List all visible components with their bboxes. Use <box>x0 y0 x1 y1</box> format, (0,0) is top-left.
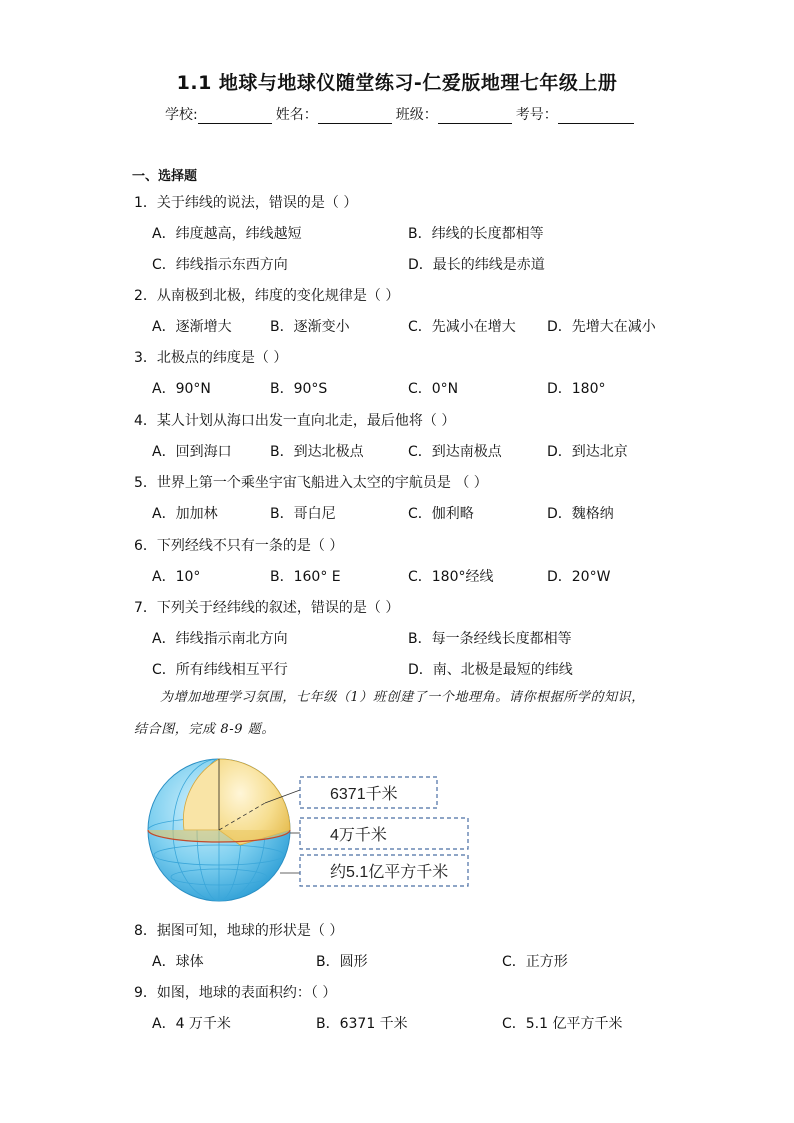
option-a[interactable]: A．逐渐增大 <box>152 319 232 335</box>
reading-passage <box>134 682 664 746</box>
option-a[interactable]: A．4 万千米 <box>152 1016 231 1032</box>
option-b[interactable]: B．逐渐变小 <box>270 319 350 335</box>
question-options <box>152 1013 712 1033</box>
option-c[interactable]: C．180°经线 <box>408 569 494 585</box>
option-a[interactable]: A．纬线指示南北方向 <box>152 631 288 647</box>
option-c[interactable]: C．所有纬线相互平行 <box>152 662 288 678</box>
question-options <box>152 254 712 274</box>
radius-label: 6371千米 <box>330 786 398 803</box>
option-b[interactable]: B．圆形 <box>316 954 368 970</box>
question-options <box>152 628 712 648</box>
circumference-label: 4万千米 <box>330 827 387 844</box>
option-d[interactable]: D．20°W <box>547 569 611 585</box>
question-stem: 5．世界上第一个乘坐宇宙飞船进入太空的宇航员是 （ ） <box>134 475 488 491</box>
option-b[interactable]: B．每一条经线长度都相等 <box>408 631 572 647</box>
option-a[interactable]: A．球体 <box>152 954 204 970</box>
student-info-line <box>165 104 634 124</box>
passage-line: 结合图，完成 8-9 题。 <box>134 722 275 737</box>
globe-diagram <box>140 755 480 905</box>
option-b[interactable]: B．160° E <box>270 569 341 585</box>
name-label: 姓名： <box>275 107 318 123</box>
option-d[interactable]: D．魏格纳 <box>547 506 614 522</box>
question-stem: 8．据图可知，地球的形状是（ ） <box>134 923 344 939</box>
number-label: 考号： <box>515 107 558 123</box>
option-c[interactable]: C．先减小在增大 <box>408 319 516 335</box>
option-d[interactable]: D．最长的纬线是赤道 <box>408 257 545 273</box>
school-label: 学校: <box>165 107 198 123</box>
class-label: 班级： <box>395 107 438 123</box>
question-stem: 3．北极点的纬度是（ ） <box>134 350 288 366</box>
option-c[interactable]: C．到达南极点 <box>408 444 502 460</box>
question-stem: 4．某人计划从海口出发一直向北走，最后他将（ ） <box>134 413 456 429</box>
option-a[interactable]: A．10° <box>152 569 201 585</box>
page-title: 1.1 地球与地球仪随堂练习-仁爱版地理七年级上册 <box>176 72 618 94</box>
question-options <box>152 659 712 679</box>
option-a[interactable]: A．纬度越高，纬线越短 <box>152 226 302 242</box>
question-options <box>152 316 712 336</box>
question-options <box>152 378 712 398</box>
option-a[interactable]: A．回到海口 <box>152 444 232 460</box>
option-d[interactable]: D．到达北京 <box>547 444 628 460</box>
question-options <box>152 951 712 971</box>
question-options <box>152 441 712 461</box>
option-d[interactable]: D．先增大在减小 <box>547 319 656 335</box>
question-stem: 6．下列经线不只有一条的是（ ） <box>134 538 344 554</box>
option-c[interactable]: C．5.1 亿平方千米 <box>502 1016 623 1032</box>
option-c[interactable]: C．伽利略 <box>408 506 474 522</box>
question-options <box>152 503 712 523</box>
area-label: 约5.1亿平方千米 <box>330 864 449 881</box>
question-options <box>152 566 712 586</box>
question-stem: 7．下列关于经纬线的叙述，错误的是（ ） <box>134 600 400 616</box>
question-stem: 9．如图，地球的表面积约：（ ） <box>134 985 337 1001</box>
option-b[interactable]: B．哥白尼 <box>270 506 336 522</box>
number-blank[interactable] <box>558 109 634 124</box>
school-blank[interactable] <box>198 109 272 124</box>
passage-line: 为增加地理学习氛围，七年级（1）班创建了一个地理角。请你根据所学的知识， <box>160 690 645 705</box>
option-d[interactable]: D．180° <box>547 381 606 397</box>
option-d[interactable]: D．南、北极是最短的纬线 <box>408 662 573 678</box>
section-title: 一、选择题 <box>132 169 198 184</box>
option-a[interactable]: A．90°N <box>152 381 211 397</box>
class-blank[interactable] <box>438 109 512 124</box>
option-c[interactable]: C．正方形 <box>502 954 568 970</box>
question-stem: 2．从南极到北极，纬度的变化规律是（ ） <box>134 288 400 304</box>
option-b[interactable]: B．90°S <box>270 381 328 397</box>
question-options <box>152 223 712 243</box>
question-stem: 1．关于纬线的说法，错误的是（ ） <box>134 195 358 211</box>
earth-globe-figure <box>140 755 480 905</box>
option-c[interactable]: C．0°N <box>408 381 459 397</box>
option-b[interactable]: B．纬线的长度都相等 <box>408 226 544 242</box>
option-a[interactable]: A．加加林 <box>152 506 218 522</box>
name-blank[interactable] <box>318 109 392 124</box>
option-b[interactable]: B．6371 千米 <box>316 1016 408 1032</box>
option-b[interactable]: B．到达北极点 <box>270 444 364 460</box>
option-c[interactable]: C．纬线指示东西方向 <box>152 257 288 273</box>
